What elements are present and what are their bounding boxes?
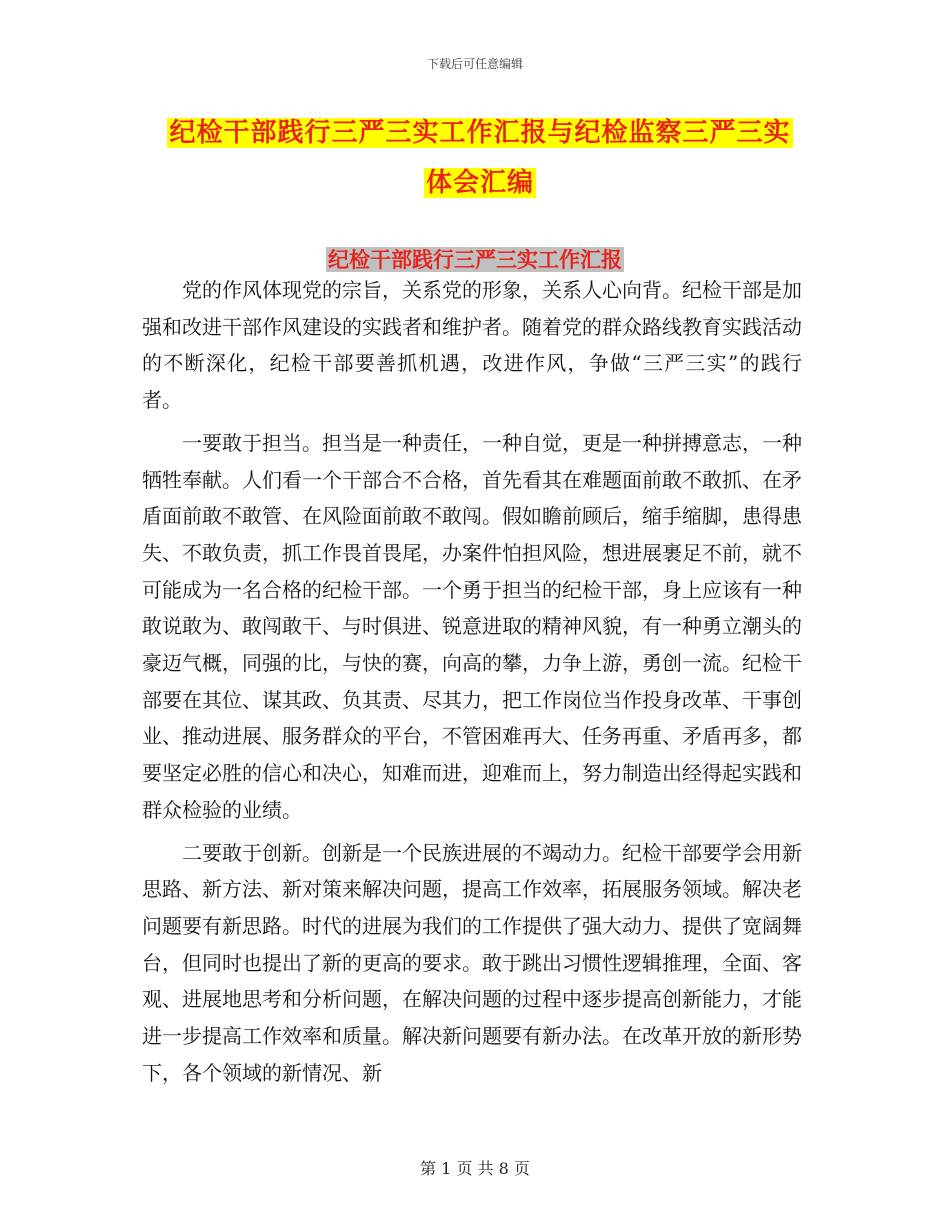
document-body [142,272,802,1091]
paragraph-responsibility: 一要敢于担当。担当是一种责任，一种自觉，更是一种拼搏意志，一种牺牲奉献。人们看一个干部合不合格，首先看其在难题面前敢不敢抓、在矛盾面前敢不敢管、在风险面前敢不敢闯。假如瞻前顾后，缩手缩脚，患得患失、不敢负责，抓工作畏首畏尾，办案件怕担风险，想进展裹足不前，就不可能成为一名合格的纪检干部。一个勇于担当的纪检干部，身上应该有一种敢说敢为、敢闯敢干、与时俱进、锐意进取的精神风貌，有一种勇立潮头的豪迈气概，同强的比，与快的赛，向高的攀，力争上游，勇创一流。纪检干部要在其位、谋其政、负其责、尽其力，把工作岗位当作投身改革、干事创业、推动进展、服务群众的平台，不管困难再大、任务再重、矛盾再多，都要坚定必胜的信心和决心，知难而进，迎难而上，努力制造出经得起实践和群众检验的业绩。 [142,430,802,822]
document-title-line2: 体会汇编 [425,168,534,198]
page-number: 第 1 页 共 8 页 [420,1159,530,1178]
header-note: 下载后可任意编辑 [426,57,523,71]
section-heading [0,244,950,274]
document-title [150,108,810,208]
document-title-line1: 纪检干部践行三严三实工作汇报与纪检监察三严三实 [169,118,791,148]
paragraph-intro: 党的作风体现党的宗旨，关系党的形象，关系人心向背。纪检干部是加强和改进干部作风建设的实践者和维护者。随着党的群众路线教育实践活动的不断深化，纪检干部要善抓机遇，改进作风，争做“三严三实”的践行者。 [142,278,802,413]
section-heading-text: 纪检干部践行三严三实工作汇报 [328,247,622,272]
paragraph-innovation: 二要敢于创新。创新是一个民族进展的不竭动力。纪检干部要学会用新思路、新方法、新对策来解决问题，提高工作效率，拓展服务领域。解决老问题要有新思路。时代的进展为我们的工作提供了强大动力、提供了宽阔舞台，但同时也提出了新的更高的要求。敢于跳出习惯性逻辑推理，全面、客观、进展地思考和分析问题，在解决问题的过程中逐步提高创新能力，才能进一步提高工作效率和质量。解决新问题要有新办法。在改革开放的新形势下，各个领域的新情况、新 [142,840,802,1085]
